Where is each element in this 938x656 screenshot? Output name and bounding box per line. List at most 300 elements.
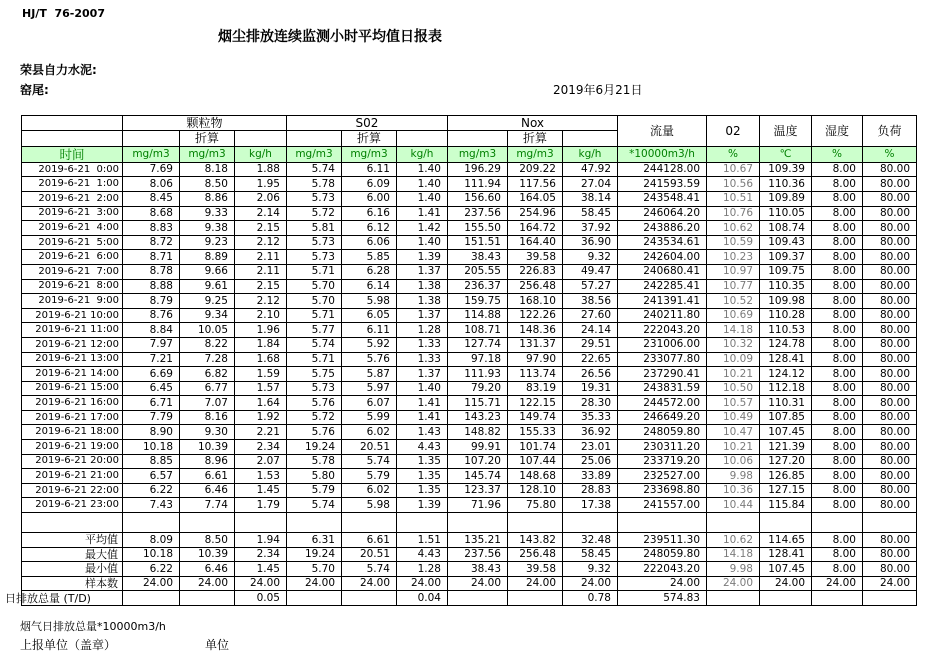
cell-value: 5.98 [342, 294, 397, 309]
cell-value: 22.65 [563, 352, 618, 367]
cell-value: 10.67 [707, 162, 760, 177]
cell-empty [235, 131, 287, 146]
cell-value: 114.88 [448, 308, 508, 323]
cell-value: 8.00 [812, 294, 863, 309]
cell-time: 2019-6-21 7:00 [22, 264, 123, 279]
cell-value: 1.95 [235, 177, 287, 192]
cell-value: 8.06 [123, 177, 180, 192]
cell-value: 135.21 [448, 533, 508, 548]
cell-value: 80.00 [863, 410, 917, 425]
cell-value: 8.00 [812, 308, 863, 323]
cell-value: 24.00 [812, 576, 863, 591]
cell-value: 1.51 [397, 533, 448, 548]
cell-value: 8.88 [123, 279, 180, 294]
cell-value: 237290.41 [618, 367, 707, 382]
cell-time: 2019-6-21 22:00 [22, 483, 123, 498]
cell-value: 5.79 [287, 483, 342, 498]
cell-value: 574.83 [618, 591, 707, 606]
unit-nox-mg: mg/m3 [448, 146, 508, 162]
table-row [22, 308, 917, 323]
cell-value: 8.00 [812, 547, 863, 562]
cell-value: 248059.80 [618, 547, 707, 562]
cell-value: 4.43 [397, 440, 448, 455]
cell-empty [863, 513, 917, 533]
cell-value: 8.00 [812, 191, 863, 206]
cell-value: 5.79 [342, 469, 397, 484]
cell-value: 233698.80 [618, 483, 707, 498]
cell-value: 79.20 [448, 381, 508, 396]
cell-value: 164.40 [508, 235, 563, 250]
table-row [22, 440, 917, 455]
cell-empty [760, 513, 812, 533]
cell-value: 6.02 [342, 483, 397, 498]
cell-value: 24.00 [342, 576, 397, 591]
cell-value: 9.30 [180, 425, 235, 440]
cell-value: 1.37 [397, 264, 448, 279]
station-name: 窑尾: [20, 83, 49, 97]
unit-label: 单位 [205, 638, 230, 652]
cell-value: 8.96 [180, 454, 235, 469]
cell-value: 1.84 [235, 337, 287, 352]
cell-value: 8.00 [812, 425, 863, 440]
cell-value: 58.45 [563, 206, 618, 221]
cell-value: 80.00 [863, 425, 917, 440]
table-row [22, 323, 917, 338]
cell-value: 1.38 [397, 279, 448, 294]
col-pm-converted: 折算 [180, 131, 235, 146]
cell-value: 32.48 [563, 533, 618, 548]
cell-value: 1.40 [397, 381, 448, 396]
cell-value: 71.96 [448, 498, 508, 513]
report-table [5, 115, 917, 606]
cell-value: 2.34 [235, 440, 287, 455]
table-row [22, 250, 917, 265]
cell-value: 110.28 [760, 308, 812, 323]
cell-value: 1.96 [235, 323, 287, 338]
cell-value: 9.34 [180, 308, 235, 323]
cell-value: 10.32 [707, 337, 760, 352]
reporting-unit-label: 上报单位（盖章） [20, 638, 117, 652]
cell-value: 1.94 [235, 533, 287, 548]
unit-so2-mg: mg/m3 [287, 146, 342, 162]
col-flow: 流量 [618, 116, 707, 147]
cell-empty [508, 513, 563, 533]
cell-value: 80.00 [863, 177, 917, 192]
cell-value: 1.68 [235, 352, 287, 367]
cell-value: 164.05 [508, 191, 563, 206]
cell-value: 107.44 [508, 454, 563, 469]
cell-value: 57.27 [563, 279, 618, 294]
cell-value: 121.39 [760, 440, 812, 455]
cell-value: 8.00 [812, 264, 863, 279]
cell-value: 243831.59 [618, 381, 707, 396]
company-name: 荣县自力水泥: [20, 63, 97, 77]
cell-value: 226.83 [508, 264, 563, 279]
cell-value: 148.36 [508, 323, 563, 338]
cell-value: 231006.00 [618, 337, 707, 352]
cell-value: 27.04 [563, 177, 618, 192]
cell-value: 7.07 [180, 396, 235, 411]
cell-value: 28.83 [563, 483, 618, 498]
cell-value: 1.40 [397, 177, 448, 192]
cell-empty [563, 513, 618, 533]
cell-value: 131.37 [508, 337, 563, 352]
cell-value: 80.00 [863, 191, 917, 206]
cell-empty [287, 131, 342, 146]
col-group-pm: 颗粒物 [123, 116, 287, 131]
cell-value: 110.31 [760, 396, 812, 411]
cell-value: 97.90 [508, 352, 563, 367]
cell-value: 9.98 [707, 562, 760, 577]
cell-value: 24.00 [448, 576, 508, 591]
cell-value: 8.00 [812, 410, 863, 425]
cell-value: 6.02 [342, 425, 397, 440]
cell-value: 26.56 [563, 367, 618, 382]
col-group-so2: S02 [287, 116, 448, 131]
cell-value: 126.85 [760, 469, 812, 484]
cell-value: 6.22 [123, 483, 180, 498]
cell-value: 7.43 [123, 498, 180, 513]
cell-value: 6.46 [180, 562, 235, 577]
cell-empty [22, 131, 123, 146]
cell-value: 10.62 [707, 221, 760, 236]
cell-value: 10.23 [707, 250, 760, 265]
col-humidity: 湿度 [812, 116, 863, 147]
cell-value: 1.41 [397, 206, 448, 221]
table-row [22, 498, 917, 513]
cell-value [448, 591, 508, 606]
cell-value: 6.00 [342, 191, 397, 206]
cell-value: 24.00 [397, 576, 448, 591]
cell-value: 8.85 [123, 454, 180, 469]
cell-value: 230311.20 [618, 440, 707, 455]
cell-value: 8.09 [123, 533, 180, 548]
cell-value: 36.92 [563, 425, 618, 440]
cell-value: 6.45 [123, 381, 180, 396]
cell-value: 127.20 [760, 454, 812, 469]
cell-value: 80.00 [863, 547, 917, 562]
cell-value: 109.89 [760, 191, 812, 206]
table-row [22, 206, 917, 221]
cell-value: 143.23 [448, 410, 508, 425]
table-row [22, 396, 917, 411]
table-row [22, 221, 917, 236]
table-row [22, 177, 917, 192]
cell-value: 47.92 [563, 162, 618, 177]
cell-value: 115.84 [760, 498, 812, 513]
cell-value: 9.32 [563, 562, 618, 577]
table-row [22, 352, 917, 367]
cell-value: 80.00 [863, 235, 917, 250]
table-row [22, 367, 917, 382]
cell-time: 2019-6-21 4:00 [22, 221, 123, 236]
cell-value: 109.37 [760, 250, 812, 265]
table-row [22, 235, 917, 250]
cell-value: 2.07 [235, 454, 287, 469]
cell-value: 8.00 [812, 323, 863, 338]
cell-value: 80.00 [863, 367, 917, 382]
cell-summary-label: 最小值 [22, 562, 123, 577]
cell-value: 5.78 [287, 454, 342, 469]
cell-value: 5.73 [287, 235, 342, 250]
cell-value: 10.77 [707, 279, 760, 294]
cell-value: 115.71 [448, 396, 508, 411]
cell-value: 27.60 [563, 308, 618, 323]
cell-value: 254.96 [508, 206, 563, 221]
cell-value: 10.76 [707, 206, 760, 221]
cell-value: 1.92 [235, 410, 287, 425]
cell-value: 240680.41 [618, 264, 707, 279]
cell-value: 8.50 [180, 177, 235, 192]
cell-value: 5.77 [287, 323, 342, 338]
table-body [5, 116, 917, 606]
cell-value: 24.14 [563, 323, 618, 338]
cell-value: 5.87 [342, 367, 397, 382]
cell-value: 38.43 [448, 562, 508, 577]
cell-value: 8.00 [812, 498, 863, 513]
cell-value: 149.74 [508, 410, 563, 425]
table-row [22, 264, 917, 279]
cell-value: 5.78 [287, 177, 342, 192]
cell-value: 111.93 [448, 367, 508, 382]
cell-value: 75.80 [508, 498, 563, 513]
cell-value: 5.70 [287, 562, 342, 577]
cell-value: 6.06 [342, 235, 397, 250]
cell-time: 2019-6-21 19:00 [22, 440, 123, 455]
cell-value: 24.00 [618, 576, 707, 591]
cell-value: 8.00 [812, 221, 863, 236]
cell-empty [123, 513, 180, 533]
cell-value: 8.50 [180, 533, 235, 548]
cell-value: 39.58 [508, 250, 563, 265]
cell-value: 8.00 [812, 440, 863, 455]
cell-value: 2.10 [235, 308, 287, 323]
cell-value: 8.68 [123, 206, 180, 221]
cell-value: 109.43 [760, 235, 812, 250]
table-row [22, 469, 917, 484]
cell-value: 6.12 [342, 221, 397, 236]
cell-value: 5.71 [287, 352, 342, 367]
cell-value: 5.72 [287, 410, 342, 425]
cell-value: 6.82 [180, 367, 235, 382]
cell-value: 8.86 [180, 191, 235, 206]
cell-value: 5.74 [342, 562, 397, 577]
cell-value: 222043.20 [618, 562, 707, 577]
cell-value: 6.07 [342, 396, 397, 411]
cell-empty [618, 513, 707, 533]
unit-nox-kgh: kg/h [563, 146, 618, 162]
cell-value: 1.35 [397, 469, 448, 484]
cell-value: 111.94 [448, 177, 508, 192]
cell-value: 8.71 [123, 250, 180, 265]
cell-value: 80.00 [863, 250, 917, 265]
cell-value: 9.25 [180, 294, 235, 309]
cell-value: 80.00 [863, 396, 917, 411]
cell-value: 128.41 [760, 352, 812, 367]
cell-value: 8.45 [123, 191, 180, 206]
cell-empty [812, 513, 863, 533]
cell-value: 6.61 [180, 469, 235, 484]
cell-time: 2019-6-21 18:00 [22, 425, 123, 440]
cell-value: 127.74 [448, 337, 508, 352]
cell-value: 10.59 [707, 235, 760, 250]
cell-value: 10.44 [707, 498, 760, 513]
col-time: 时间 [22, 146, 123, 162]
cell-value: 10.50 [707, 381, 760, 396]
cell-value: 17.38 [563, 498, 618, 513]
cell-value: 7.74 [180, 498, 235, 513]
cell-value: 2.11 [235, 250, 287, 265]
cell-value: 109.98 [760, 294, 812, 309]
cell-value: 9.38 [180, 221, 235, 236]
cell-value: 123.37 [448, 483, 508, 498]
cell-value: 244572.00 [618, 396, 707, 411]
cell-time: 2019-6-21 11:00 [22, 323, 123, 338]
cell-value: 205.55 [448, 264, 508, 279]
cell-value: 5.76 [287, 425, 342, 440]
cell-value: 246064.20 [618, 206, 707, 221]
cell-value: 127.15 [760, 483, 812, 498]
cell-value: 1.57 [235, 381, 287, 396]
cell-value: 6.11 [342, 323, 397, 338]
cell-value: 20.51 [342, 547, 397, 562]
cell-value: 24.00 [508, 576, 563, 591]
cell-value: 242604.00 [618, 250, 707, 265]
cell-value: 110.05 [760, 206, 812, 221]
cell-value: 24.00 [760, 576, 812, 591]
cell-value: 28.30 [563, 396, 618, 411]
unit-pm-converted-mg: mg/m3 [180, 146, 235, 162]
cell-time: 2019-6-21 17:00 [22, 410, 123, 425]
cell-value: 1.59 [235, 367, 287, 382]
flow-total-note: 烟气日排放总量*10000m3/h [20, 620, 166, 633]
cell-value: 24.00 [123, 576, 180, 591]
table-row [22, 381, 917, 396]
cell-value: 23.01 [563, 440, 618, 455]
summary-row [22, 576, 917, 591]
cell-value: 9.66 [180, 264, 235, 279]
cell-value: 256.48 [508, 279, 563, 294]
cell-value: 107.85 [760, 410, 812, 425]
cell-value: 155.50 [448, 221, 508, 236]
cell-value: 58.45 [563, 547, 618, 562]
cell-value: 112.18 [760, 381, 812, 396]
unit-flow: *10000m3/h [618, 146, 707, 162]
cell-value: 237.56 [448, 547, 508, 562]
cell-value: 6.11 [342, 162, 397, 177]
cell-value: 33.89 [563, 469, 618, 484]
cell-value: 35.33 [563, 410, 618, 425]
unit-pm-mg: mg/m3 [123, 146, 180, 162]
cell-time: 2019-6-21 10:00 [22, 308, 123, 323]
cell-value: 248059.80 [618, 425, 707, 440]
cell-value: 8.00 [812, 352, 863, 367]
cell-value: 1.33 [397, 352, 448, 367]
cell-value: 1.41 [397, 410, 448, 425]
cell-value: 243886.20 [618, 221, 707, 236]
cell-value: 24.00 [707, 576, 760, 591]
cell-value: 6.61 [342, 533, 397, 548]
cell-value: 1.35 [397, 454, 448, 469]
cell-value: 6.57 [123, 469, 180, 484]
cell-value: 1.39 [397, 498, 448, 513]
cell-value: 243548.41 [618, 191, 707, 206]
cell-value: 164.72 [508, 221, 563, 236]
cell-value: 24.00 [863, 576, 917, 591]
cell-value [760, 591, 812, 606]
cell-value: 1.43 [397, 425, 448, 440]
cell-value: 8.00 [812, 279, 863, 294]
summary-row [22, 591, 917, 606]
cell-value [287, 591, 342, 606]
col-group-nox: Nox [448, 116, 618, 131]
cell-value: 2.14 [235, 206, 287, 221]
cell-value: 241391.41 [618, 294, 707, 309]
cell-value: 6.77 [180, 381, 235, 396]
cell-empty [287, 513, 342, 533]
cell-value: 124.12 [760, 367, 812, 382]
cell-time: 2019-6-21 1:00 [22, 177, 123, 192]
cell-value: 19.24 [287, 547, 342, 562]
cell-value: 7.97 [123, 337, 180, 352]
cell-empty [448, 513, 508, 533]
cell-value: 1.42 [397, 221, 448, 236]
cell-value: 80.00 [863, 381, 917, 396]
cell-value: 6.16 [342, 206, 397, 221]
cell-value: 5.74 [342, 454, 397, 469]
cell-value: 128.10 [508, 483, 563, 498]
table-row [22, 410, 917, 425]
cell-value: 14.18 [707, 547, 760, 562]
cell-value: 5.97 [342, 381, 397, 396]
cell-value: 19.31 [563, 381, 618, 396]
cell-value: 2.06 [235, 191, 287, 206]
page-title: 烟尘排放连续监测小时平均值日报表 [218, 29, 442, 45]
cell-empty [397, 513, 448, 533]
cell-value: 24.00 [563, 576, 618, 591]
table-row [22, 294, 917, 309]
cell-value: 10.09 [707, 352, 760, 367]
cell-value: 8.89 [180, 250, 235, 265]
cell-value: 6.22 [123, 562, 180, 577]
cell-value: 38.43 [448, 250, 508, 265]
cell-value: 38.56 [563, 294, 618, 309]
cell-value: 117.56 [508, 177, 563, 192]
cell-summary-label: 最大值 [22, 547, 123, 562]
cell-time: 2019-6-21 6:00 [22, 250, 123, 265]
cell-value [812, 591, 863, 606]
cell-time: 2019-6-21 16:00 [22, 396, 123, 411]
cell-value: 8.72 [123, 235, 180, 250]
cell-value [863, 591, 917, 606]
cell-value: 80.00 [863, 352, 917, 367]
cell-value: 196.29 [448, 162, 508, 177]
cell-value: 5.92 [342, 337, 397, 352]
cell-value: 20.51 [342, 440, 397, 455]
cell-value: 1.39 [397, 250, 448, 265]
summary-row [22, 547, 917, 562]
cell-value: 6.46 [180, 483, 235, 498]
cell-value: 1.40 [397, 235, 448, 250]
cell-value: 107.20 [448, 454, 508, 469]
cell-value: 2.15 [235, 221, 287, 236]
cell-value: 8.00 [812, 469, 863, 484]
cell-time: 2019-6-21 3:00 [22, 206, 123, 221]
cell-value: 5.76 [287, 396, 342, 411]
cell-value: 5.72 [287, 206, 342, 221]
cell-value: 49.47 [563, 264, 618, 279]
cell-value: 9.61 [180, 279, 235, 294]
